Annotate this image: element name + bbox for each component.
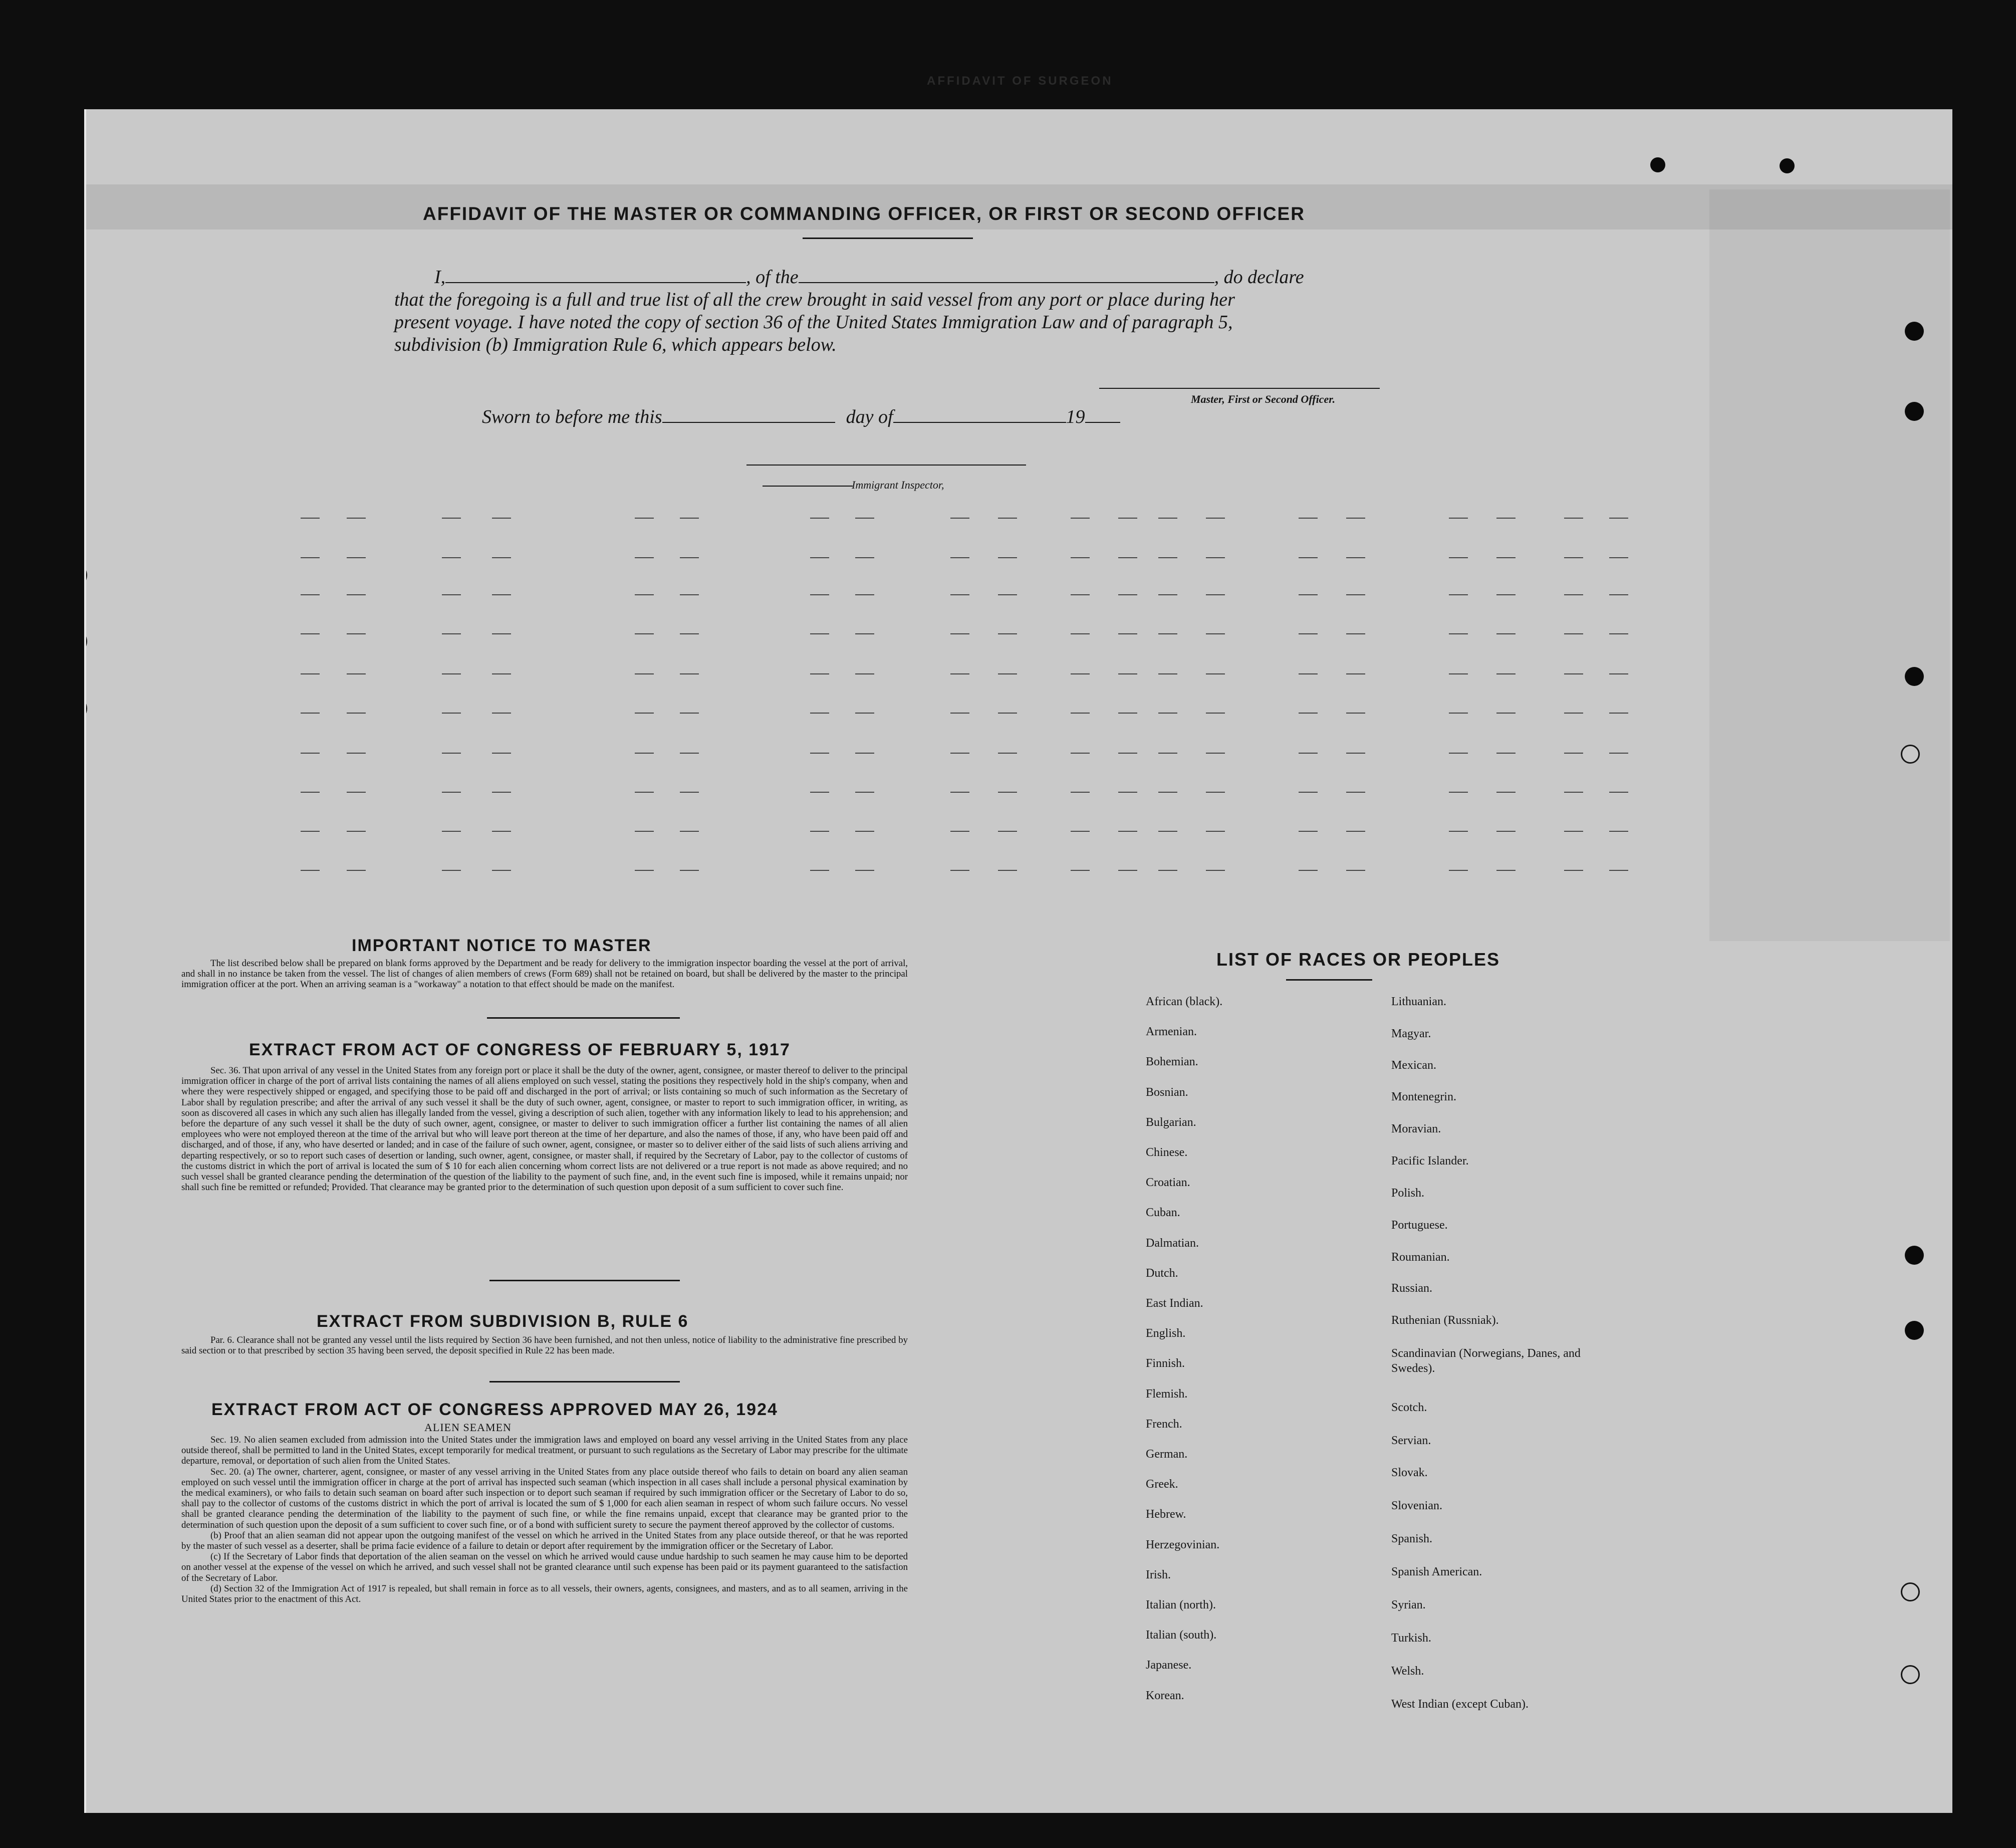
ditto-mark — [1346, 713, 1365, 714]
punch-hole — [1650, 157, 1665, 172]
ditto-mark — [950, 792, 969, 793]
ditto-mark — [1564, 557, 1583, 558]
race-item: Italian (north). — [1146, 1598, 1216, 1611]
ditto-mark — [301, 633, 320, 634]
ditto-mark — [855, 633, 874, 634]
ditto-mark — [1496, 557, 1516, 558]
race-item: Bulgarian. — [1146, 1115, 1196, 1129]
race-item: Korean. — [1146, 1689, 1184, 1702]
extract-1924-c: (c) If the Secretary of Labor finds that deportation of the alien seaman on the vessel on which he arrived would cause undue hardship to such seamen he may cause him to be deported on another vessel at the expense of the vessel on which he arrived, and such vessel shall not be granted clearance until such expense has been paid or its payment guaranteed to the satisfaction of the Secretary of Labor. — [181, 1551, 908, 1583]
race-item: Bohemian. — [1146, 1055, 1198, 1069]
ditto-mark — [855, 753, 874, 754]
ditto-mark — [1564, 594, 1583, 595]
punch-hole — [84, 631, 87, 651]
ditto-mark — [998, 713, 1017, 714]
race-item: Armenian. — [1146, 1025, 1197, 1039]
ditto-mark — [1496, 633, 1516, 634]
ditto-mark — [855, 594, 874, 595]
ditto-mark — [492, 713, 511, 714]
ditto-mark — [950, 557, 969, 558]
ditto-mark — [680, 557, 699, 558]
notice-rule — [487, 1017, 680, 1019]
ditto-mark — [1118, 831, 1137, 832]
ditto-mark — [492, 673, 511, 674]
ditto-mark — [855, 713, 874, 714]
ditto-mark — [1564, 518, 1583, 519]
race-item: Pacific Islander. — [1391, 1154, 1469, 1168]
ditto-mark — [855, 518, 874, 519]
ditto-mark — [1449, 713, 1468, 714]
ditto-mark — [1346, 633, 1365, 634]
ditto-mark — [950, 870, 969, 871]
ditto-mark — [347, 831, 366, 832]
inspector-line — [763, 486, 853, 487]
ditto-mark — [347, 557, 366, 558]
race-item: Japanese. — [1146, 1659, 1192, 1672]
ditto-mark — [810, 753, 829, 754]
ditto-mark — [810, 673, 829, 674]
ditto-mark — [1609, 792, 1628, 793]
ditto-mark — [1609, 831, 1628, 832]
ditto-mark — [810, 870, 829, 871]
ditto-mark — [1118, 870, 1137, 871]
ditto-mark — [1206, 831, 1225, 832]
extract-1924-b: (b) Proof that an alien seaman did not appear upon the outgoing manifest of the vessel on which he arrived in the United States from any place outside thereof, or that he was reported by the master of such vessel as a deserter, shall be prima facie evidence of a failure to detain or deport after requirement by the immigration officer or the Secretary of Labor. — [181, 1530, 908, 1552]
ditto-mark — [492, 831, 511, 832]
extract-1924-subtitle: ALIEN SEAMEN — [424, 1421, 512, 1434]
ditto-mark — [950, 713, 969, 714]
punch-hole — [1901, 1665, 1920, 1684]
ditto-mark — [1496, 831, 1516, 832]
ditto-mark — [680, 594, 699, 595]
ditto-mark — [998, 594, 1017, 595]
ditto-mark — [1206, 713, 1225, 714]
ditto-mark — [1564, 870, 1583, 871]
bleed-through-right — [1709, 189, 1950, 941]
race-item: Croatian. — [1146, 1176, 1190, 1190]
ditto-mark — [1071, 633, 1090, 634]
ditto-mark — [442, 594, 461, 595]
ditto-mark — [347, 713, 366, 714]
ditto-mark — [442, 792, 461, 793]
ditto-mark — [950, 753, 969, 754]
ditto-mark — [1299, 870, 1318, 871]
punch-hole — [1905, 322, 1924, 341]
signature-caption: Master, First or Second Officer. — [1191, 393, 1336, 405]
extract-1924-title: EXTRACT FROM ACT OF CONGRESS APPROVED MAY 26, 1924 — [211, 1400, 778, 1419]
punch-hole — [1901, 1582, 1920, 1601]
race-item: African (black). — [1146, 995, 1223, 1008]
ditto-mark — [1299, 518, 1318, 519]
ditto-mark — [1158, 713, 1177, 714]
race-item: Slovak. — [1391, 1466, 1428, 1479]
races-title: LIST OF RACES OR PEOPLES — [1216, 949, 1500, 970]
race-item: English. — [1146, 1327, 1186, 1340]
ditto-mark — [635, 831, 654, 832]
ditto-mark — [1449, 673, 1468, 674]
ditto-mark — [1118, 673, 1137, 674]
ditto-mark — [635, 594, 654, 595]
inspector-line-top — [746, 465, 1026, 466]
extract-rule6-title: EXTRACT FROM SUBDIVISION B, RULE 6 — [317, 1312, 689, 1331]
ditto-mark — [1158, 673, 1177, 674]
ditto-mark — [1564, 713, 1583, 714]
race-item: Chinese. — [1146, 1146, 1188, 1159]
ditto-mark — [301, 594, 320, 595]
ditto-mark — [998, 557, 1017, 558]
ditto-mark — [442, 753, 461, 754]
race-item: French. — [1146, 1417, 1182, 1431]
ditto-mark — [680, 753, 699, 754]
ditto-mark — [855, 673, 874, 674]
race-item: Montenegrin. — [1391, 1090, 1456, 1103]
race-item: Hebrew. — [1146, 1508, 1186, 1521]
ditto-mark — [1449, 594, 1468, 595]
ditto-mark — [1118, 713, 1137, 714]
ditto-mark — [1346, 792, 1365, 793]
affidavit-line-2: that the foregoing is a full and true list of all the crew brought in said vessel from any port or place during her — [394, 289, 1235, 310]
race-item: Servian. — [1391, 1434, 1431, 1447]
race-item: Portuguese. — [1391, 1219, 1448, 1232]
ditto-mark — [1449, 633, 1468, 634]
ditto-mark — [1609, 673, 1628, 674]
punch-hole — [1905, 667, 1924, 686]
ditto-mark — [998, 792, 1017, 793]
ditto-mark — [1206, 792, 1225, 793]
race-item: Italian (south). — [1146, 1629, 1217, 1642]
extract-1917-text: Sec. 36. That upon arrival of any vessel in the United States from any foreign port or place it shall be the duty of the owner, agent, consignee, or master thereof to deliver to the principal immigration officer in charge of the port of arrival lists containing the names of all aliens employed on such vessel, stating the positions they respectively hold in the ship's company, when and where they were respectively shipped or engaged, and specifying those to be paid off and discharged in the port of arrival; or lists containing so much of such information as the Secretary of Labor shall by regulation prescribe; and after the arrival of any such vessel it shall be the duty of such owner, agent, consignee, or master to report to such immigration officer, in writing, as soon as discovered all cases in which any such alien has illegally landed from the vessel, giving a description of such alien, together with any information likely to lead to his apprehension; and before the departure of any such vessel it shall be the duty of such owner, agent, consignee, or master to deliver to such immigration officer a further list containing the names of all alien employees who were not employed thereon at the time of the arrival but who will leave port thereon at the time of her departure, and also the names of those, if any, who have been paid off and discharged, and of those, if any, who have deserted or landed; and in case of the failure of such owner, agent, consignee, or master so to deliver either of the said lists of such aliens arriving and departing respectively, or so to report such cases of desertion or landing, such owner, agent, consignee, or master shall, if required by the Secretary of Labor, pay to the collector of customs of the customs district in which the port of arrival is located the sum of $ 10 for each alien concerning whom correct lists are not delivered or a true report is not made as above required; and no such vessel shall be granted clearance pending the determination of the question of the liability to the payment of such fine, and, in the event such fine is imposed, while it remains unpaid; nor shall such fine be remitted or refunded; Provided. That clearance may be granted prior to the determination of such question upon deposit of a sum sufficient to cover such fine. — [181, 1065, 908, 1193]
ditto-mark — [1346, 870, 1365, 871]
extract-1924-d: (d) Section 32 of the Immigration Act of 1917 is repealed, but shall remain in force as to all vessels, their owners, agents, consignees, and masters, and as to all seamen, arriving in the United States prior to the enactment of this Act. — [181, 1583, 908, 1605]
ditto-mark — [635, 713, 654, 714]
ditto-mark — [347, 673, 366, 674]
race-item: Finnish. — [1146, 1357, 1185, 1370]
ditto-mark — [810, 518, 829, 519]
ditto-mark — [998, 673, 1017, 674]
ditto-mark — [635, 870, 654, 871]
punch-hole — [84, 699, 87, 719]
ditto-mark — [998, 633, 1017, 634]
ditto-mark — [1496, 713, 1516, 714]
ditto-mark — [1206, 518, 1225, 519]
ditto-mark — [855, 792, 874, 793]
ditto-mark — [1206, 870, 1225, 871]
ditto-mark — [1118, 594, 1137, 595]
ditto-mark — [810, 594, 829, 595]
race-item: Polish. — [1391, 1187, 1425, 1200]
ditto-mark — [492, 870, 511, 871]
ditto-mark — [442, 713, 461, 714]
race-item: Scandinavian (Norwegians, Danes, and Swedes). — [1391, 1347, 1581, 1375]
ditto-mark — [635, 753, 654, 754]
ditto-mark — [1346, 753, 1365, 754]
punch-hole — [1901, 745, 1920, 764]
ditto-mark — [1299, 673, 1318, 674]
ditto-mark — [1206, 753, 1225, 754]
ditto-mark — [1299, 831, 1318, 832]
ditto-mark — [1496, 518, 1516, 519]
ditto-mark — [680, 792, 699, 793]
extract-1924-sec19: Sec. 19. No alien seamen excluded from admission into the United States under the immigration laws and employed on board any vessel arriving in the United States from any place outside thereof, shall be permitted to land in the United States, except temporarily for medical treatment, or pursuant to such regulations as the Secretary of Labor may prescribe for the ultimate departure, removal, or deportation of such alien from the United States. — [181, 1435, 908, 1467]
ditto-mark — [810, 557, 829, 558]
top-strip-label: AFFIDAVIT OF SURGEON — [927, 74, 1113, 88]
affidavit-title: AFFIDAVIT OF THE MASTER OR COMMANDING OFFICER, OR FIRST OR SECOND OFFICER — [423, 203, 1305, 224]
ditto-mark — [1564, 753, 1583, 754]
ditto-mark — [1118, 753, 1137, 754]
punch-hole — [1905, 1246, 1924, 1265]
affidavit-line-1: I, , of the , do declare — [434, 267, 1304, 288]
ditto-mark — [680, 870, 699, 871]
ditto-mark — [347, 753, 366, 754]
ditto-mark — [1346, 594, 1365, 595]
ditto-mark — [442, 831, 461, 832]
race-item: Dalmatian. — [1146, 1236, 1199, 1250]
ditto-mark — [1206, 557, 1225, 558]
race-item: Ruthenian (Russniak). — [1391, 1314, 1499, 1327]
ditto-mark — [998, 518, 1017, 519]
ditto-mark — [1071, 713, 1090, 714]
ditto-mark — [1346, 518, 1365, 519]
ditto-mark — [1564, 633, 1583, 634]
ditto-mark — [347, 870, 366, 871]
ditto-mark — [855, 557, 874, 558]
extract-rule6-text: Par. 6. Clearance shall not be granted any vessel until the lists required by Section 36 have been furnished, and not then unless, notice of liability to the administrative fine prescribed by said section or to that prescribed by section 35 having been served, the deposit specified in Rule 22 has been made. — [181, 1335, 908, 1356]
document-sheet — [84, 109, 1952, 1813]
race-item: Herzegovinian. — [1146, 1538, 1220, 1551]
ditto-mark — [1496, 870, 1516, 871]
ditto-mark — [855, 870, 874, 871]
ditto-mark — [1118, 633, 1137, 634]
race-item: Slovenian. — [1391, 1499, 1442, 1512]
race-item: West Indian (except Cuban). — [1391, 1698, 1529, 1711]
ditto-mark — [950, 673, 969, 674]
ditto-mark — [301, 518, 320, 519]
ditto-mark — [1449, 753, 1468, 754]
race-item: East Indian. — [1146, 1297, 1203, 1310]
race-item: Bosnian. — [1146, 1085, 1188, 1099]
ditto-mark — [1496, 753, 1516, 754]
ditto-mark — [1564, 792, 1583, 793]
race-item: Russian. — [1391, 1282, 1433, 1295]
ditto-mark — [1299, 753, 1318, 754]
affidavit-line-3: present voyage. I have noted the copy of section 36 of the United States Immigration Law and of paragraph 5, — [394, 312, 1233, 333]
ditto-mark — [1206, 633, 1225, 634]
ditto-mark — [1158, 518, 1177, 519]
ditto-mark — [442, 633, 461, 634]
ditto-mark — [855, 831, 874, 832]
ditto-mark — [492, 557, 511, 558]
punch-hole — [1780, 158, 1795, 173]
ditto-mark — [1071, 792, 1090, 793]
race-item: German. — [1146, 1448, 1188, 1461]
ditto-mark — [1158, 594, 1177, 595]
ditto-mark — [1158, 831, 1177, 832]
ditto-mark — [1609, 753, 1628, 754]
ditto-mark — [301, 831, 320, 832]
ditto-mark — [1449, 870, 1468, 871]
ditto-mark — [680, 831, 699, 832]
punch-hole — [84, 565, 87, 585]
ditto-mark — [1299, 594, 1318, 595]
ditto-mark — [1564, 831, 1583, 832]
ditto-mark — [810, 831, 829, 832]
extract-rule6-rule — [489, 1381, 680, 1382]
ditto-mark — [1071, 870, 1090, 871]
ditto-mark — [950, 594, 969, 595]
ditto-mark — [442, 673, 461, 674]
race-item: Irish. — [1146, 1568, 1171, 1581]
ditto-mark — [301, 792, 320, 793]
ditto-mark — [1609, 557, 1628, 558]
ditto-mark — [1071, 673, 1090, 674]
sworn-line: Sworn to before me this day of 19 — [482, 406, 1120, 428]
ditto-mark — [810, 633, 829, 634]
ditto-mark — [1449, 792, 1468, 793]
ditto-mark — [1299, 557, 1318, 558]
race-item: Greek. — [1146, 1478, 1178, 1491]
extract-1924-sec20: Sec. 20. (a) The owner, charterer, agent, consignee, or master of any vessel arriving in the United States from any place outside thereof who fails to detain on board any alien seaman employed on such vessel until the immigration officer in charge at the port of arrival has inspected such seaman (which inspection in all cases shall include a personal physical examination by the medical examiners), or who fails to detain such seaman on board after such inspection or to deport such seaman if required by such immigration officer or the Secretary of Labor to do so, shall pay to the collector of customs of the customs district in which the port of arrival is located the sum of $ 1,000 for each alien seaman in respect of whom such failure occurs. No vessel shall be granted clearance pending the determination of the liability to the payment of such fine, or while the fine remains unpaid, except that clearance may be granted prior to the determination of such question upon the deposit of a sum sufficient to cover such fine, or of a bond with sufficient surety to secure the payment thereof approved by the collector of customs. — [181, 1466, 908, 1530]
signature-line — [1099, 388, 1380, 389]
race-item: Moravian. — [1391, 1122, 1441, 1135]
race-item: Turkish. — [1391, 1632, 1431, 1645]
ditto-mark — [1609, 594, 1628, 595]
race-item: Spanish. — [1391, 1532, 1433, 1545]
ditto-mark — [1299, 633, 1318, 634]
ditto-mark — [635, 633, 654, 634]
ditto-mark — [810, 713, 829, 714]
race-item: Cuban. — [1146, 1206, 1180, 1220]
ditto-mark — [442, 557, 461, 558]
extract-1917-title: EXTRACT FROM ACT OF CONGRESS OF FEBRUARY 5, 1917 — [249, 1040, 791, 1059]
ditto-mark — [1346, 673, 1365, 674]
ditto-mark — [950, 518, 969, 519]
ditto-mark — [442, 870, 461, 871]
ditto-mark — [1346, 831, 1365, 832]
ditto-mark — [1496, 792, 1516, 793]
ditto-mark — [301, 713, 320, 714]
ditto-mark — [1118, 518, 1137, 519]
ditto-mark — [1071, 557, 1090, 558]
ditto-mark — [680, 518, 699, 519]
ditto-mark — [635, 792, 654, 793]
ditto-mark — [810, 792, 829, 793]
inspector-caption: Immigrant Inspector, — [852, 479, 944, 491]
extract-1924-body — [181, 1435, 908, 1604]
ditto-mark — [1158, 557, 1177, 558]
ditto-mark — [1449, 557, 1468, 558]
ditto-mark — [1118, 792, 1137, 793]
extract-1917-rule — [489, 1280, 680, 1281]
ditto-mark — [1496, 673, 1516, 674]
notice-text: The list described below shall be prepared on blank forms approved by the Department and be ready for delivery to the immigration inspector boarding the vessel at the port of arrival, and shall in no instance be taken from the vessel. The list of changes of alien members of crews (Form 689) shall not be retained on board, but shall be delivered by the master to the principal immigration officer at the port. When an arriving seaman is a "workaway" a notation to that effect should be made on the manifest. — [181, 958, 908, 990]
ditto-mark — [1496, 594, 1516, 595]
ditto-mark — [1449, 831, 1468, 832]
ditto-mark — [950, 633, 969, 634]
ditto-mark — [1206, 594, 1225, 595]
ditto-mark — [1158, 792, 1177, 793]
race-item: Welsh. — [1391, 1665, 1424, 1678]
ditto-mark — [1346, 557, 1365, 558]
ditto-mark — [635, 518, 654, 519]
ditto-mark — [301, 870, 320, 871]
race-item: Spanish American. — [1391, 1565, 1482, 1578]
ditto-mark — [492, 594, 511, 595]
title-underline — [803, 238, 973, 239]
ditto-mark — [680, 633, 699, 634]
race-item: Roumanian. — [1391, 1251, 1450, 1264]
ditto-mark — [1158, 870, 1177, 871]
ditto-mark — [1299, 792, 1318, 793]
ditto-mark — [492, 792, 511, 793]
ditto-mark — [1564, 673, 1583, 674]
ditto-mark — [301, 673, 320, 674]
ditto-mark — [492, 753, 511, 754]
ditto-mark — [301, 557, 320, 558]
ditto-mark — [1071, 831, 1090, 832]
ditto-mark — [1158, 633, 1177, 634]
races-rule — [1286, 979, 1372, 981]
race-item: Magyar. — [1391, 1027, 1431, 1040]
punch-hole — [1905, 402, 1924, 421]
notice-title: IMPORTANT NOTICE TO MASTER — [352, 936, 652, 955]
ditto-mark — [301, 753, 320, 754]
punch-hole — [1905, 1321, 1924, 1340]
ditto-mark — [347, 594, 366, 595]
ditto-mark — [680, 673, 699, 674]
ditto-mark — [1609, 870, 1628, 871]
ditto-mark — [950, 831, 969, 832]
ditto-mark — [347, 633, 366, 634]
race-item: Mexican. — [1391, 1059, 1436, 1072]
race-item: Flemish. — [1146, 1387, 1188, 1401]
race-item: Scotch. — [1391, 1401, 1427, 1414]
ditto-mark — [1206, 673, 1225, 674]
ditto-mark — [1609, 518, 1628, 519]
ditto-mark — [635, 557, 654, 558]
ditto-mark — [998, 870, 1017, 871]
ditto-mark — [998, 753, 1017, 754]
ditto-mark — [1071, 594, 1090, 595]
ditto-mark — [1071, 753, 1090, 754]
ditto-mark — [1449, 518, 1468, 519]
ditto-mark — [680, 713, 699, 714]
ditto-mark — [1299, 713, 1318, 714]
ditto-mark — [1609, 713, 1628, 714]
ditto-mark — [347, 792, 366, 793]
ditto-mark — [492, 633, 511, 634]
ditto-mark — [1071, 518, 1090, 519]
race-item: Dutch. — [1146, 1266, 1178, 1280]
ditto-mark — [998, 831, 1017, 832]
race-item: Lithuanian. — [1391, 995, 1446, 1008]
affidavit-line-4: subdivision (b) Immigration Rule 6, which appears below. — [394, 334, 837, 355]
ditto-mark — [635, 673, 654, 674]
ditto-mark — [1609, 633, 1628, 634]
ditto-mark — [442, 518, 461, 519]
ditto-mark — [1158, 753, 1177, 754]
ditto-mark — [1118, 557, 1137, 558]
race-item: Syrian. — [1391, 1598, 1426, 1611]
ditto-mark — [347, 518, 366, 519]
ditto-mark — [492, 518, 511, 519]
